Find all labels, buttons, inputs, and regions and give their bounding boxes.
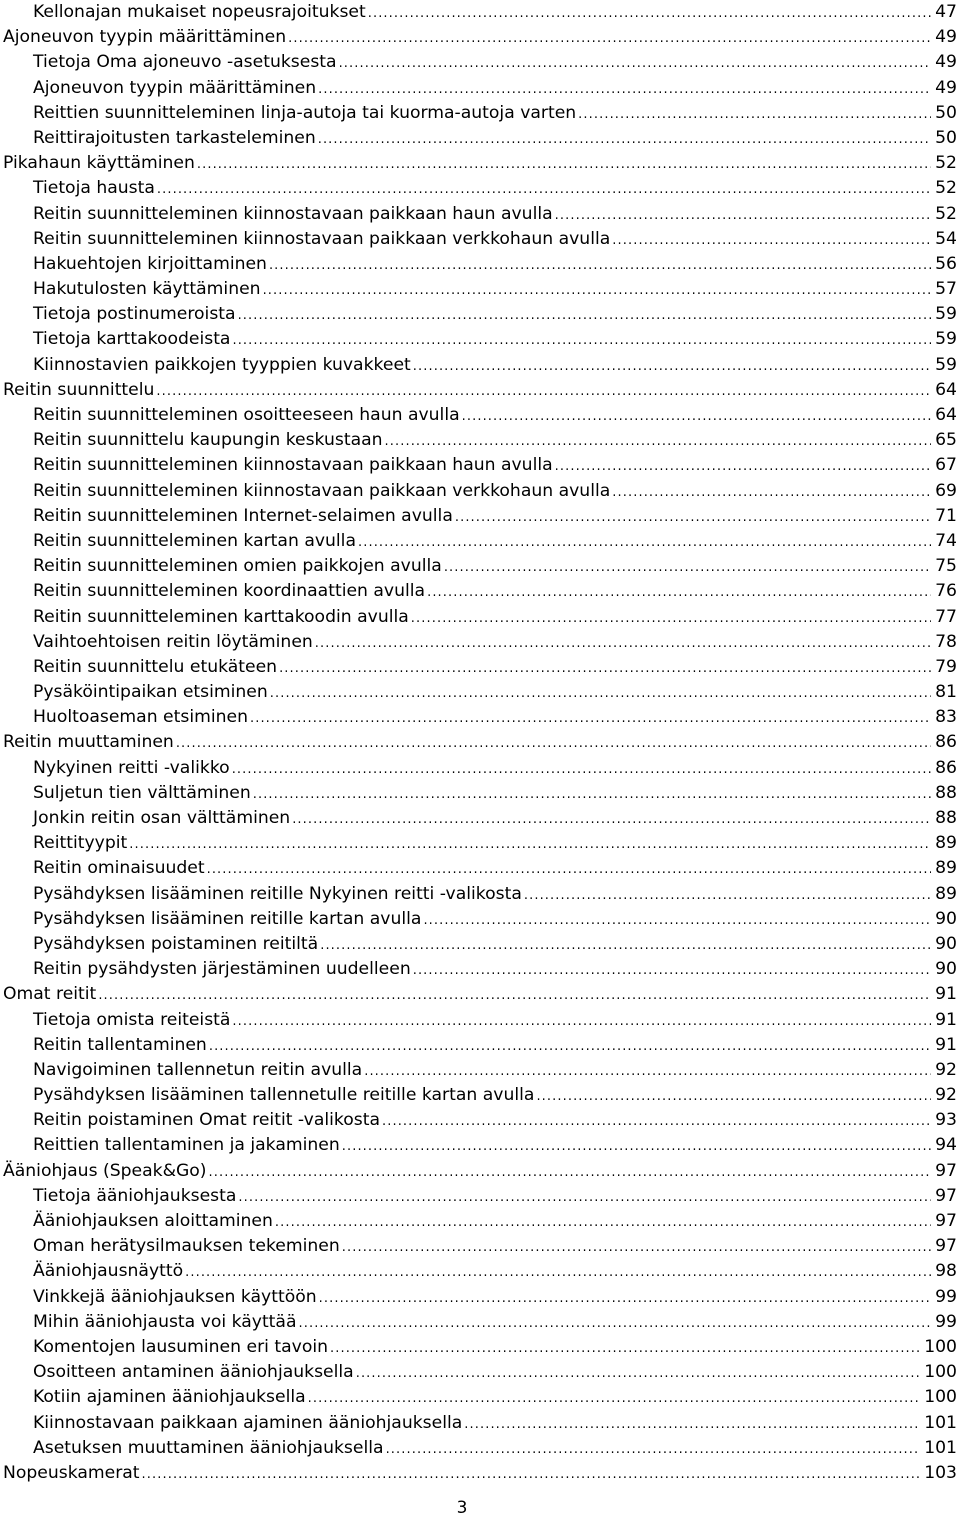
toc-entry-page-number: 47 bbox=[935, 2, 957, 22]
toc-entry-page-number: 91 bbox=[935, 1034, 957, 1055]
toc-dot-leader bbox=[423, 908, 931, 933]
toc-entry[interactable] bbox=[3, 756, 957, 781]
toc-entry[interactable] bbox=[3, 25, 957, 50]
toc-entry-page-number: 52 bbox=[935, 153, 957, 174]
toc-dot-leader bbox=[427, 580, 931, 605]
toc-dot-leader bbox=[308, 1386, 921, 1411]
toc-entry-page-number: 89 bbox=[935, 883, 957, 904]
toc-entry-page-number: 67 bbox=[935, 455, 957, 476]
toc-entry-page-number: 75 bbox=[935, 556, 957, 577]
toc-entry-page-number: 103 bbox=[924, 1462, 957, 1483]
toc-entry[interactable] bbox=[3, 705, 957, 730]
toc-entry-page-number: 92 bbox=[935, 1085, 957, 1106]
toc-entry-title: Pysäköintipaikan etsiminen bbox=[33, 682, 268, 703]
toc-entry-title: Reitin pysähdysten järjestäminen uudelleen bbox=[33, 959, 411, 980]
toc-entry-page-number: 74 bbox=[935, 530, 957, 551]
toc-entry[interactable] bbox=[3, 982, 957, 1007]
toc-entry[interactable] bbox=[3, 302, 957, 327]
toc-entry[interactable] bbox=[3, 1184, 957, 1209]
toc-entry-title: Kiinnostavaan paikkaan ajaminen ääniohjauksella bbox=[33, 1412, 463, 1433]
toc-entry[interactable] bbox=[3, 1058, 957, 1083]
table-of-contents bbox=[3, 0, 957, 1486]
toc-entry[interactable] bbox=[3, 378, 957, 403]
toc-entry-page-number: 71 bbox=[935, 505, 957, 526]
toc-entry[interactable] bbox=[3, 176, 957, 201]
toc-dot-leader bbox=[356, 1361, 920, 1386]
toc-entry[interactable] bbox=[3, 403, 957, 428]
toc-entry[interactable] bbox=[3, 1310, 957, 1335]
toc-entry-title: Ääniohjausnäyttö bbox=[33, 1261, 184, 1282]
toc-entry-page-number: 89 bbox=[935, 833, 957, 854]
toc-dot-leader bbox=[339, 51, 932, 76]
toc-entry-title: Nopeuskamerat bbox=[3, 1462, 140, 1483]
toc-entry-page-number: 50 bbox=[935, 102, 957, 123]
toc-entry[interactable] bbox=[3, 151, 957, 176]
toc-entry-page-number: 97 bbox=[935, 1185, 957, 1206]
toc-entry-title: Ääniohjaus (Speak&Go) bbox=[3, 1160, 207, 1181]
toc-entry-page-number: 59 bbox=[935, 354, 957, 375]
toc-entry-title: Tietoja karttakoodeista bbox=[33, 329, 231, 350]
toc-entry[interactable] bbox=[3, 504, 957, 529]
toc-entry[interactable] bbox=[3, 1033, 957, 1058]
toc-entry[interactable] bbox=[3, 882, 957, 907]
toc-dot-leader bbox=[318, 127, 931, 152]
toc-entry-page-number: 86 bbox=[935, 757, 957, 778]
toc-entry-page-number: 101 bbox=[924, 1412, 957, 1433]
toc-entry[interactable] bbox=[3, 126, 957, 151]
toc-entry-title: Reitin suunnitteleminen kiinnostavaan paikkaan haun avulla bbox=[33, 203, 553, 224]
toc-entry-title: Omat reitit bbox=[3, 984, 97, 1005]
toc-entry[interactable] bbox=[3, 1159, 957, 1184]
toc-entry[interactable] bbox=[3, 630, 957, 655]
toc-entry[interactable] bbox=[3, 479, 957, 504]
toc-entry-page-number: 59 bbox=[935, 304, 957, 325]
toc-entry-title: Reitin suunnitteleminen kiinnostavaan paikkaan verkkohaun avulla bbox=[33, 228, 611, 249]
toc-entry-title: Asetuksen muuttaminen ääniohjauksella bbox=[33, 1437, 384, 1458]
toc-entry[interactable] bbox=[3, 1259, 957, 1284]
toc-dot-leader bbox=[342, 1235, 931, 1260]
toc-dot-leader bbox=[176, 731, 931, 756]
toc-entry-title: Vinkkejä ääniohjauksen käyttöön bbox=[33, 1286, 317, 1307]
toc-dot-leader bbox=[411, 606, 931, 631]
toc-entry-page-number: 99 bbox=[935, 1311, 957, 1332]
toc-entry-page-number: 97 bbox=[935, 1160, 957, 1181]
toc-entry[interactable] bbox=[3, 428, 957, 453]
toc-entry-title: Tietoja hausta bbox=[33, 178, 155, 199]
toc-dot-leader bbox=[413, 958, 931, 983]
toc-dot-leader bbox=[185, 1260, 931, 1285]
toc-entry[interactable] bbox=[3, 1360, 957, 1385]
toc-entry[interactable] bbox=[3, 806, 957, 831]
toc-entry-page-number: 100 bbox=[924, 1387, 957, 1408]
toc-dot-leader bbox=[536, 1084, 931, 1109]
toc-entry-title: Tietoja ääniohjauksesta bbox=[33, 1185, 237, 1206]
toc-entry-title: Pysähdyksen lisääminen reitille Nykyinen reitti -valikosta bbox=[33, 883, 522, 904]
toc-entry-title: Reitin suunnittelu kaupungin keskustaan bbox=[33, 430, 383, 451]
toc-dot-leader bbox=[207, 857, 932, 882]
toc-dot-leader bbox=[612, 228, 931, 253]
toc-entry[interactable] bbox=[3, 353, 957, 378]
toc-entry-page-number: 91 bbox=[935, 1009, 957, 1030]
toc-dot-leader bbox=[612, 480, 931, 505]
toc-entry-title: Reitin suunnitteleminen koordinaattien avulla bbox=[33, 581, 426, 602]
toc-entry-title: Mihin ääniohjausta voi käyttää bbox=[33, 1311, 297, 1332]
toc-entry-page-number: 99 bbox=[935, 1286, 957, 1307]
toc-entry-page-number: 52 bbox=[935, 178, 957, 199]
toc-entry-page-number: 83 bbox=[935, 707, 957, 728]
toc-dot-leader bbox=[238, 1185, 931, 1210]
toc-entry-page-number: 49 bbox=[935, 52, 957, 73]
toc-dot-leader bbox=[253, 782, 931, 807]
toc-entry-title: Navigoiminen tallennetun reitin avulla bbox=[33, 1059, 363, 1080]
toc-entry[interactable] bbox=[3, 1083, 957, 1108]
toc-entry-title: Tietoja omista reiteistä bbox=[33, 1009, 231, 1030]
toc-dot-leader bbox=[444, 555, 931, 580]
toc-entry-title: Suljetun tien välttäminen bbox=[33, 782, 251, 803]
toc-dot-leader bbox=[269, 253, 931, 278]
toc-dot-leader bbox=[368, 1, 931, 26]
toc-entry-page-number: 101 bbox=[924, 1437, 957, 1458]
toc-entry-title: Reitin suunnittelu bbox=[3, 379, 155, 400]
toc-entry-title: Ajoneuvon tyypin määrittäminen bbox=[33, 77, 317, 98]
toc-entry-page-number: 64 bbox=[935, 405, 957, 425]
toc-dot-leader bbox=[358, 530, 931, 555]
toc-entry[interactable] bbox=[3, 327, 957, 352]
toc-dot-leader bbox=[555, 203, 931, 228]
toc-dot-leader bbox=[464, 1412, 920, 1437]
toc-entry[interactable] bbox=[3, 856, 957, 881]
toc-entry[interactable] bbox=[3, 227, 957, 252]
toc-entry[interactable] bbox=[3, 202, 957, 227]
toc-entry-title: Reitin suunnittelu etukäteen bbox=[33, 656, 278, 677]
toc-dot-leader bbox=[330, 1336, 920, 1361]
toc-entry-page-number: 90 bbox=[935, 959, 957, 980]
toc-entry-page-number: 56 bbox=[935, 253, 957, 274]
toc-entry[interactable] bbox=[3, 1209, 957, 1234]
toc-entry-title: Reitin tallentaminen bbox=[33, 1034, 207, 1055]
toc-entry[interactable] bbox=[3, 1234, 957, 1259]
toc-entry-page-number: 94 bbox=[935, 1135, 957, 1156]
toc-entry-title: Kiinnostavien paikkojen tyyppien kuvakkeet bbox=[33, 354, 411, 375]
toc-entry-page-number: 79 bbox=[935, 656, 957, 677]
toc-dot-leader bbox=[524, 883, 931, 908]
toc-entry[interactable] bbox=[3, 655, 957, 680]
toc-dot-leader bbox=[197, 152, 931, 177]
toc-entry[interactable] bbox=[3, 680, 957, 705]
toc-entry-page-number: 98 bbox=[935, 1261, 957, 1282]
toc-entry-page-number: 97 bbox=[935, 1236, 957, 1257]
toc-entry-title: Hakuehtojen kirjoittaminen bbox=[33, 253, 267, 274]
toc-entry-title: Ääniohjauksen aloittaminen bbox=[33, 1211, 273, 1231]
toc-entry-title: Nykyinen reitti -valikko bbox=[33, 757, 230, 778]
toc-entry-title: Kotiin ajaminen ääniohjauksella bbox=[33, 1387, 306, 1408]
toc-entry[interactable] bbox=[3, 907, 957, 932]
toc-dot-leader bbox=[156, 379, 931, 404]
toc-entry-title: Reitin suunnitteleminen omien paikkojen avulla bbox=[33, 556, 442, 577]
toc-entry-title: Reitin suunnitteleminen osoitteeseen haun avulla bbox=[33, 405, 460, 425]
toc-entry-page-number: 49 bbox=[935, 77, 957, 98]
toc-entry-title: Tietoja postinumeroista bbox=[33, 304, 236, 325]
toc-entry-page-number: 76 bbox=[935, 581, 957, 602]
toc-entry[interactable] bbox=[3, 730, 957, 755]
toc-entry-page-number: 69 bbox=[935, 480, 957, 501]
toc-dot-leader bbox=[250, 706, 931, 731]
toc-entry[interactable] bbox=[3, 1108, 957, 1133]
toc-entry[interactable] bbox=[3, 1335, 957, 1360]
toc-entry-title: Kellonajan mukaiset nopeusrajoitukset bbox=[33, 2, 366, 22]
toc-entry-page-number: 88 bbox=[935, 808, 957, 828]
toc-dot-leader bbox=[142, 1462, 921, 1487]
toc-dot-leader bbox=[275, 1210, 931, 1235]
toc-entry-page-number: 52 bbox=[935, 203, 957, 224]
toc-dot-leader bbox=[455, 505, 931, 530]
toc-entry-title: Komentojen lausuminen eri tavoin bbox=[33, 1336, 328, 1357]
toc-entry-page-number: 86 bbox=[935, 732, 957, 753]
toc-entry[interactable] bbox=[3, 1008, 957, 1033]
toc-entry-title: Pysähdyksen poistaminen reitiltä bbox=[33, 933, 319, 954]
toc-entry-page-number: 54 bbox=[935, 228, 957, 249]
toc-dot-leader bbox=[98, 983, 931, 1008]
toc-dot-leader bbox=[232, 1009, 931, 1034]
toc-dot-leader bbox=[320, 933, 931, 958]
toc-entry-page-number: 100 bbox=[924, 1336, 957, 1357]
toc-dot-leader bbox=[364, 1059, 931, 1084]
toc-entry[interactable] bbox=[3, 1285, 957, 1310]
toc-entry-title: Pikahaun käyttäminen bbox=[3, 153, 195, 174]
toc-dot-leader bbox=[288, 26, 931, 51]
toc-entry[interactable] bbox=[3, 781, 957, 806]
toc-entry-title: Reittien suunnitteleminen linja-autoja tai kuorma-autoja varten bbox=[33, 102, 577, 123]
toc-dot-leader bbox=[555, 454, 931, 479]
toc-entry[interactable] bbox=[3, 957, 957, 982]
toc-dot-leader bbox=[315, 631, 931, 656]
toc-entry-page-number: 97 bbox=[935, 1211, 957, 1231]
toc-entry-title: Osoitteen antaminen ääniohjauksella bbox=[33, 1362, 354, 1383]
toc-entry-title: Oman herätysilmauksen tekeminen bbox=[33, 1236, 340, 1257]
toc-dot-leader bbox=[578, 102, 931, 127]
toc-entry-page-number: 78 bbox=[935, 631, 957, 652]
toc-entry[interactable] bbox=[3, 76, 957, 101]
toc-entry[interactable] bbox=[3, 277, 957, 302]
toc-dot-leader bbox=[385, 429, 932, 454]
toc-entry-title: Reitin suunnitteleminen kartan avulla bbox=[33, 530, 356, 551]
toc-entry-title: Reitin muuttaminen bbox=[3, 732, 174, 753]
toc-entry-title: Huoltoaseman etsiminen bbox=[33, 707, 248, 728]
toc-entry[interactable] bbox=[3, 453, 957, 478]
toc-entry[interactable] bbox=[3, 579, 957, 604]
toc-entry-page-number: 77 bbox=[935, 606, 957, 627]
toc-dot-leader bbox=[382, 1109, 931, 1134]
toc-dot-leader bbox=[279, 656, 931, 681]
toc-dot-leader bbox=[292, 807, 931, 832]
toc-entry[interactable] bbox=[3, 50, 957, 75]
toc-entry-page-number: 65 bbox=[935, 430, 957, 451]
toc-dot-leader bbox=[209, 1160, 932, 1185]
toc-entry-title: Reitin suunnitteleminen kiinnostavaan paikkaan haun avulla bbox=[33, 455, 553, 476]
toc-dot-leader bbox=[232, 757, 931, 782]
toc-dot-leader bbox=[299, 1311, 932, 1336]
toc-entry-title: Pysähdyksen lisääminen reitille kartan avulla bbox=[33, 908, 422, 929]
toc-entry-title: Reitin suunnitteleminen kiinnostavaan paikkaan verkkohaun avulla bbox=[33, 480, 611, 501]
toc-entry-page-number: 92 bbox=[935, 1059, 957, 1080]
toc-dot-leader bbox=[270, 681, 931, 706]
toc-entry[interactable] bbox=[3, 1436, 957, 1461]
toc-entry-title: Reittirajoitusten tarkasteleminen bbox=[33, 127, 316, 148]
toc-dot-leader bbox=[318, 77, 931, 102]
toc-entry[interactable] bbox=[3, 932, 957, 957]
toc-entry-title: Reitin ominaisuudet bbox=[33, 858, 205, 879]
toc-entry-page-number: 90 bbox=[935, 933, 957, 954]
toc-dot-leader bbox=[157, 177, 931, 202]
toc-entry-title: Reitin suunnitteleminen karttakoodin avulla bbox=[33, 606, 409, 627]
toc-entry-title: Reitin suunnitteleminen Internet-selaimen avulla bbox=[33, 505, 453, 526]
toc-entry-title: Reitin poistaminen Omat reitit -valikosta bbox=[33, 1110, 380, 1131]
toc-entry-page-number: 59 bbox=[935, 329, 957, 350]
toc-entry-title: Vaihtoehtoisen reitin löytäminen bbox=[33, 631, 313, 652]
toc-dot-leader bbox=[209, 1034, 931, 1059]
toc-entry[interactable] bbox=[3, 1461, 957, 1486]
toc-dot-leader bbox=[342, 1134, 931, 1159]
toc-entry-page-number: 91 bbox=[935, 984, 957, 1005]
toc-dot-leader bbox=[129, 832, 931, 857]
toc-entry[interactable] bbox=[3, 0, 957, 25]
toc-dot-leader bbox=[319, 1286, 931, 1311]
page-number: 3 bbox=[456, 1498, 468, 1518]
toc-entry[interactable] bbox=[3, 605, 957, 630]
toc-entry-page-number: 93 bbox=[935, 1110, 957, 1131]
toc-dot-leader bbox=[238, 303, 932, 328]
toc-entry-title: Tietoja Oma ajoneuvo -asetuksesta bbox=[33, 52, 337, 73]
toc-entry[interactable] bbox=[3, 831, 957, 856]
toc-entry-page-number: 90 bbox=[935, 908, 957, 929]
toc-entry-title: Jonkin reitin osan välttäminen bbox=[33, 808, 291, 828]
toc-entry-title: Reittityypit bbox=[33, 833, 128, 854]
toc-entry-page-number: 64 bbox=[935, 379, 957, 400]
toc-entry-page-number: 57 bbox=[935, 279, 957, 300]
toc-entry-page-number: 100 bbox=[924, 1362, 957, 1383]
toc-entry[interactable] bbox=[3, 101, 957, 126]
toc-entry[interactable] bbox=[3, 1133, 957, 1158]
toc-dot-leader bbox=[232, 328, 931, 353]
toc-entry-title: Hakutulosten käyttäminen bbox=[33, 279, 261, 300]
toc-entry-page-number: 89 bbox=[935, 858, 957, 879]
toc-entry-page-number: 50 bbox=[935, 127, 957, 148]
toc-entry-page-number: 81 bbox=[935, 682, 957, 703]
toc-entry-title: Reittien tallentaminen ja jakaminen bbox=[33, 1135, 340, 1156]
toc-dot-leader bbox=[462, 404, 931, 429]
toc-dot-leader bbox=[413, 354, 931, 379]
toc-dot-leader bbox=[386, 1437, 921, 1462]
toc-entry-title: Pysähdyksen lisääminen tallennetulle reitille kartan avulla bbox=[33, 1085, 535, 1106]
toc-entry-title: Ajoneuvon tyypin määrittäminen bbox=[3, 27, 287, 48]
toc-entry[interactable] bbox=[3, 554, 957, 579]
toc-dot-leader bbox=[263, 278, 932, 303]
toc-entry-page-number: 88 bbox=[935, 782, 957, 803]
toc-entry[interactable] bbox=[3, 529, 957, 554]
toc-entry[interactable] bbox=[3, 252, 957, 277]
toc-entry[interactable] bbox=[3, 1385, 957, 1410]
toc-entry[interactable] bbox=[3, 1411, 957, 1436]
toc-entry-page-number: 49 bbox=[935, 27, 957, 48]
